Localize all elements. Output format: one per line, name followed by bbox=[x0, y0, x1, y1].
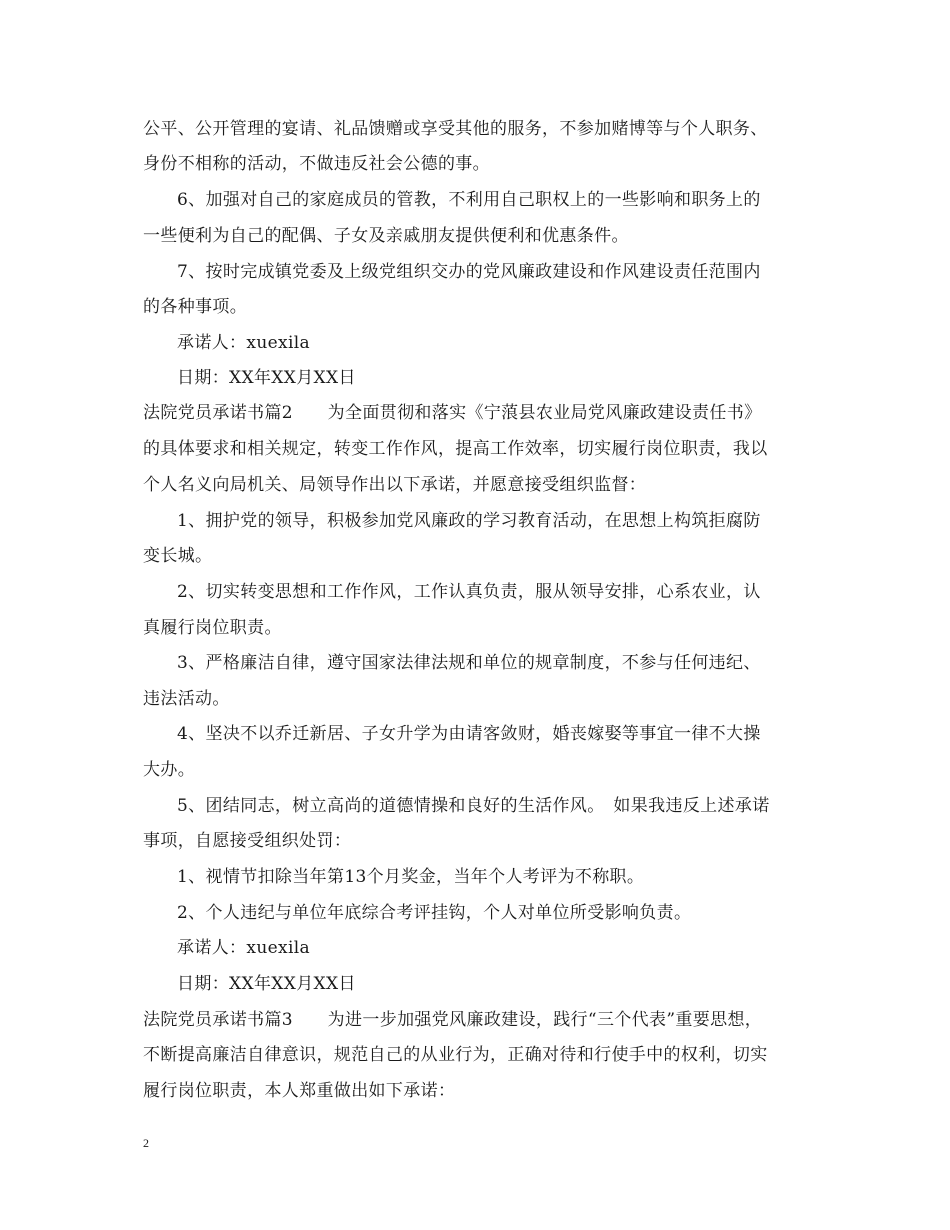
paragraph-line: 7、按时完成镇党委及上级党组织交办的党风廉政建设和作风建设责任范围内 bbox=[177, 262, 761, 282]
page-number: 2 bbox=[143, 1136, 149, 1150]
date-line: 日期：XX年XX月XX日 bbox=[177, 368, 356, 388]
paragraph-line: 违法活动。 bbox=[143, 689, 230, 709]
paragraph-line: 个人名义向局机关、局领导作出以下承诺，并愿意接受组织监督： bbox=[143, 475, 647, 495]
paragraph-line: 4、坚决不以乔迁新居、子女升学为由请客敛财，婚丧嫁娶等事宜一律不大操 bbox=[177, 724, 761, 744]
paragraph-line: 履行岗位职责，本人郑重做出如下承诺： bbox=[143, 1081, 456, 1101]
paragraph-line: 的各种事项。 bbox=[143, 297, 248, 317]
paragraph-line: 2、个人违纪与单位年底综合考评挂钩，个人对单位所受影响负责。 bbox=[177, 903, 692, 923]
paragraph-line: 3、严格廉洁自律，遵守国家法律法规和单位的规章制度，不参与任何违纪、 bbox=[177, 653, 761, 673]
paragraph-line: 的具体要求和相关规定，转变工作作风，提高工作效率，切实履行岗位职责，我以 bbox=[143, 439, 768, 459]
paragraph-line: 不断提高廉洁自律意识，规范自己的从业行为，正确对待和行使手中的权利，切实 bbox=[143, 1045, 768, 1065]
paragraph-line: 1、拥护党的领导，积极参加党风廉政的学习教育活动，在思想上构筑拒腐防 bbox=[177, 511, 761, 531]
paragraph-line: 身份不相称的活动，不做违反社会公德的事。 bbox=[143, 154, 490, 174]
paragraph-line: 事项，自愿接受组织处罚： bbox=[143, 831, 352, 851]
paragraph-line: 一些便利为自己的配偶、子女及亲戚朋友提供便利和优惠条件。 bbox=[143, 226, 629, 246]
section-heading-line: 法院党员承诺书篇2 为全面贯彻和落实《宁蒗县农业局党风廉政建设责任书》 bbox=[143, 403, 762, 423]
paragraph-line: 6、加强对自己的家庭成员的管教，不利用自己职权上的一些影响和职务上的 bbox=[177, 190, 761, 210]
signature-line: 承诺人：xuexila bbox=[177, 938, 311, 958]
paragraph-line: 大办。 bbox=[143, 760, 196, 780]
paragraph-line: 公平、公开管理的宴请、礼品馈赠或享受其他的服务，不参加赌博等与个人职务、 bbox=[143, 119, 768, 139]
paragraph-line: 2、切实转变思想和工作作风，工作认真负责，服从领导安排，心系农业，认 bbox=[177, 582, 761, 602]
date-line: 日期：XX年XX月XX日 bbox=[177, 974, 356, 994]
paragraph-line: 1、视情节扣除当年第13个月奖金，当年个人考评为不称职。 bbox=[177, 867, 645, 887]
paragraph-line: 真履行岗位职责。 bbox=[143, 618, 282, 638]
paragraph-line: 变长城。 bbox=[143, 546, 213, 566]
signature-line: 承诺人：xuexila bbox=[177, 333, 311, 353]
paragraph-line: 5、团结同志，树立高尚的道德情操和良好的生活作风。 如果我违反上述承诺 bbox=[177, 796, 770, 816]
section-heading-line: 法院党员承诺书篇3 为进一步加强党风廉政建设，践行“三个代表”重要思想， bbox=[143, 1010, 763, 1030]
